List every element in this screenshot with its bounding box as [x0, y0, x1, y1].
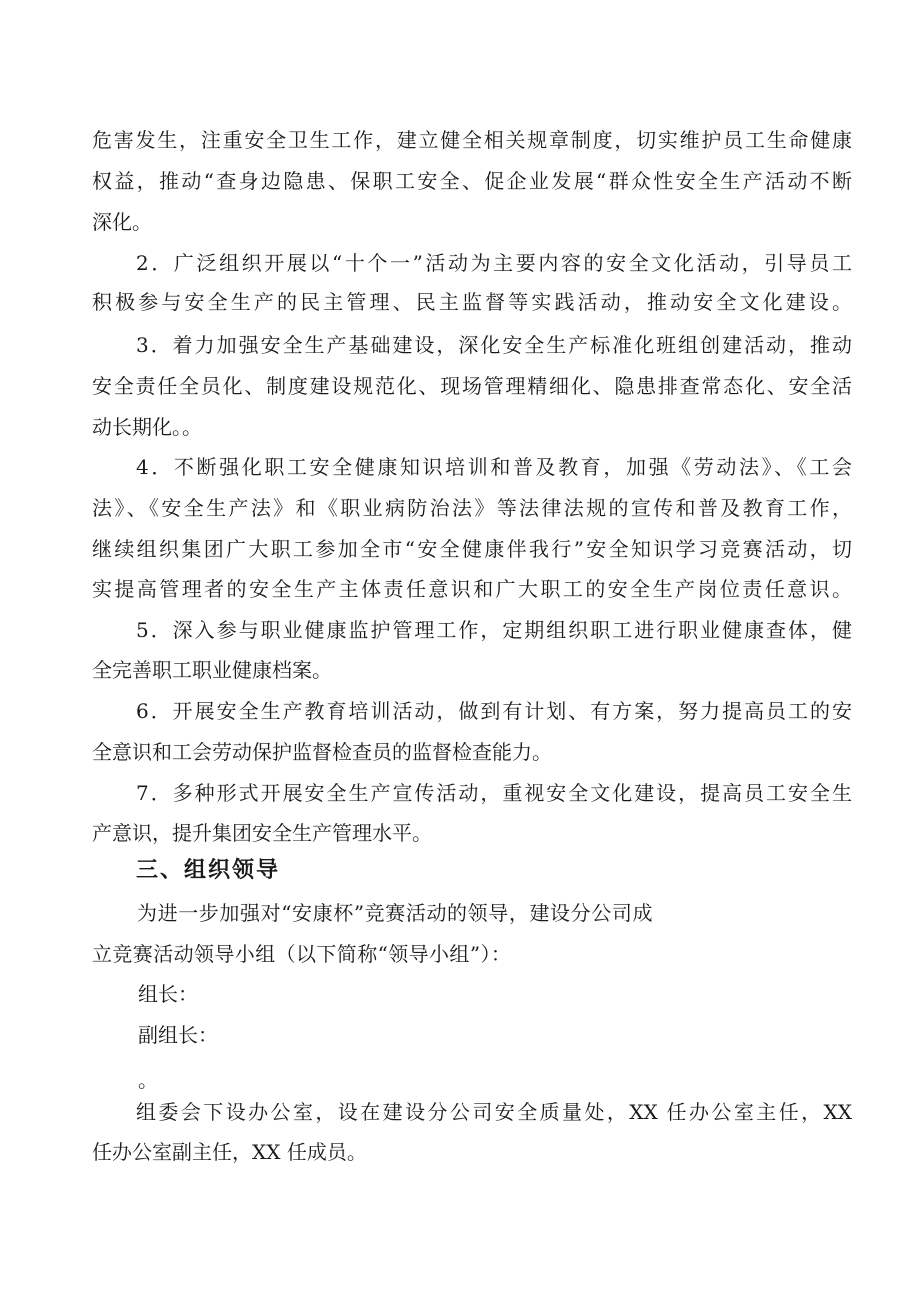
office-line-1: 组委会下设办公室，设在建设分公司安全质量处，XX 任办公室主任，XX: [136, 1100, 852, 1124]
item-4-line-4: 实提高管理者的安全生产主体责任意识和广大职工的安全生产岗位责任意识。: [92, 577, 852, 601]
item-2-line-1: 2．广泛组织开展以“十个一”活动为主要内容的安全文化活动，引导员工: [136, 251, 852, 275]
leader-label: 组长：: [138, 982, 198, 1006]
item-6-line-1: 6．开展安全生产教育培训活动，做到有计划、有方案，努力提高员工的安: [136, 699, 852, 723]
paragraph-1-line-2: 权益，推动“查身边隐患、保职工安全、促企业发展“群众性安全生产活动不断: [92, 169, 852, 193]
deputy-leader-label: 副组长：: [138, 1023, 218, 1047]
section-intro-line-2: 立竞赛活动领导小组（以下简称“领导小组”）：: [92, 942, 512, 966]
item-3-line-1: 3．着力加强安全生产基础建设，深化安全生产标准化班组创建活动，推动: [136, 333, 852, 357]
section-heading: 三、组织领导: [136, 858, 281, 883]
item-2-line-2: 积极参与安全生产的民主管理、民主监督等实践活动，推动安全文化建设。: [92, 290, 852, 314]
item-7-line-2: 产意识，提升集团安全生产管理水平。: [92, 821, 432, 845]
item-3-line-3: 动长期化。。: [92, 415, 202, 439]
item-3-line-2: 安全责任全员化、制度建设规范化、现场管理精细化、隐患排查常态化、安全活: [92, 374, 852, 398]
item-6-line-2: 全意识和工会劳动保护监督检查员的监督检查能力。: [92, 740, 552, 764]
paragraph-1-line-3: 深化。: [92, 210, 152, 234]
paragraph-1-line-1: 危害发生，注重安全卫生工作，建立健全相关规章制度，切实维护员工生命健康: [92, 128, 852, 152]
office-line-2: 任办公室副主任，XX 任成员。: [92, 1140, 367, 1164]
item-4-line-1: 4．不断强化职工安全健康知识培训和普及教育，加强《劳动法》、《工会: [136, 455, 852, 479]
item-5-line-1: 5．深入参与职业健康监护管理工作，定期组织职工进行职业健康查体，健: [136, 618, 852, 642]
item-4-line-2: 法》、《安全生产法》和《职业病防治法》等法律法规的宣传和普及教育工作，: [92, 496, 852, 520]
item-4-line-3: 继续组织集团广大职工参加全市“安全健康伴我行”安全知识学习竞赛活动，切: [92, 537, 852, 561]
placeholder-period: 。: [138, 1068, 158, 1092]
item-7-line-1: 7．多种形式开展安全生产宣传活动，重视安全文化建设，提高员工安全生: [136, 781, 852, 805]
section-intro-line-1: 为进一步加强对“安康杯”竞赛活动的领导，建设分公司成: [137, 901, 654, 925]
item-5-line-2: 全完善职工职业健康档案。: [92, 658, 332, 682]
